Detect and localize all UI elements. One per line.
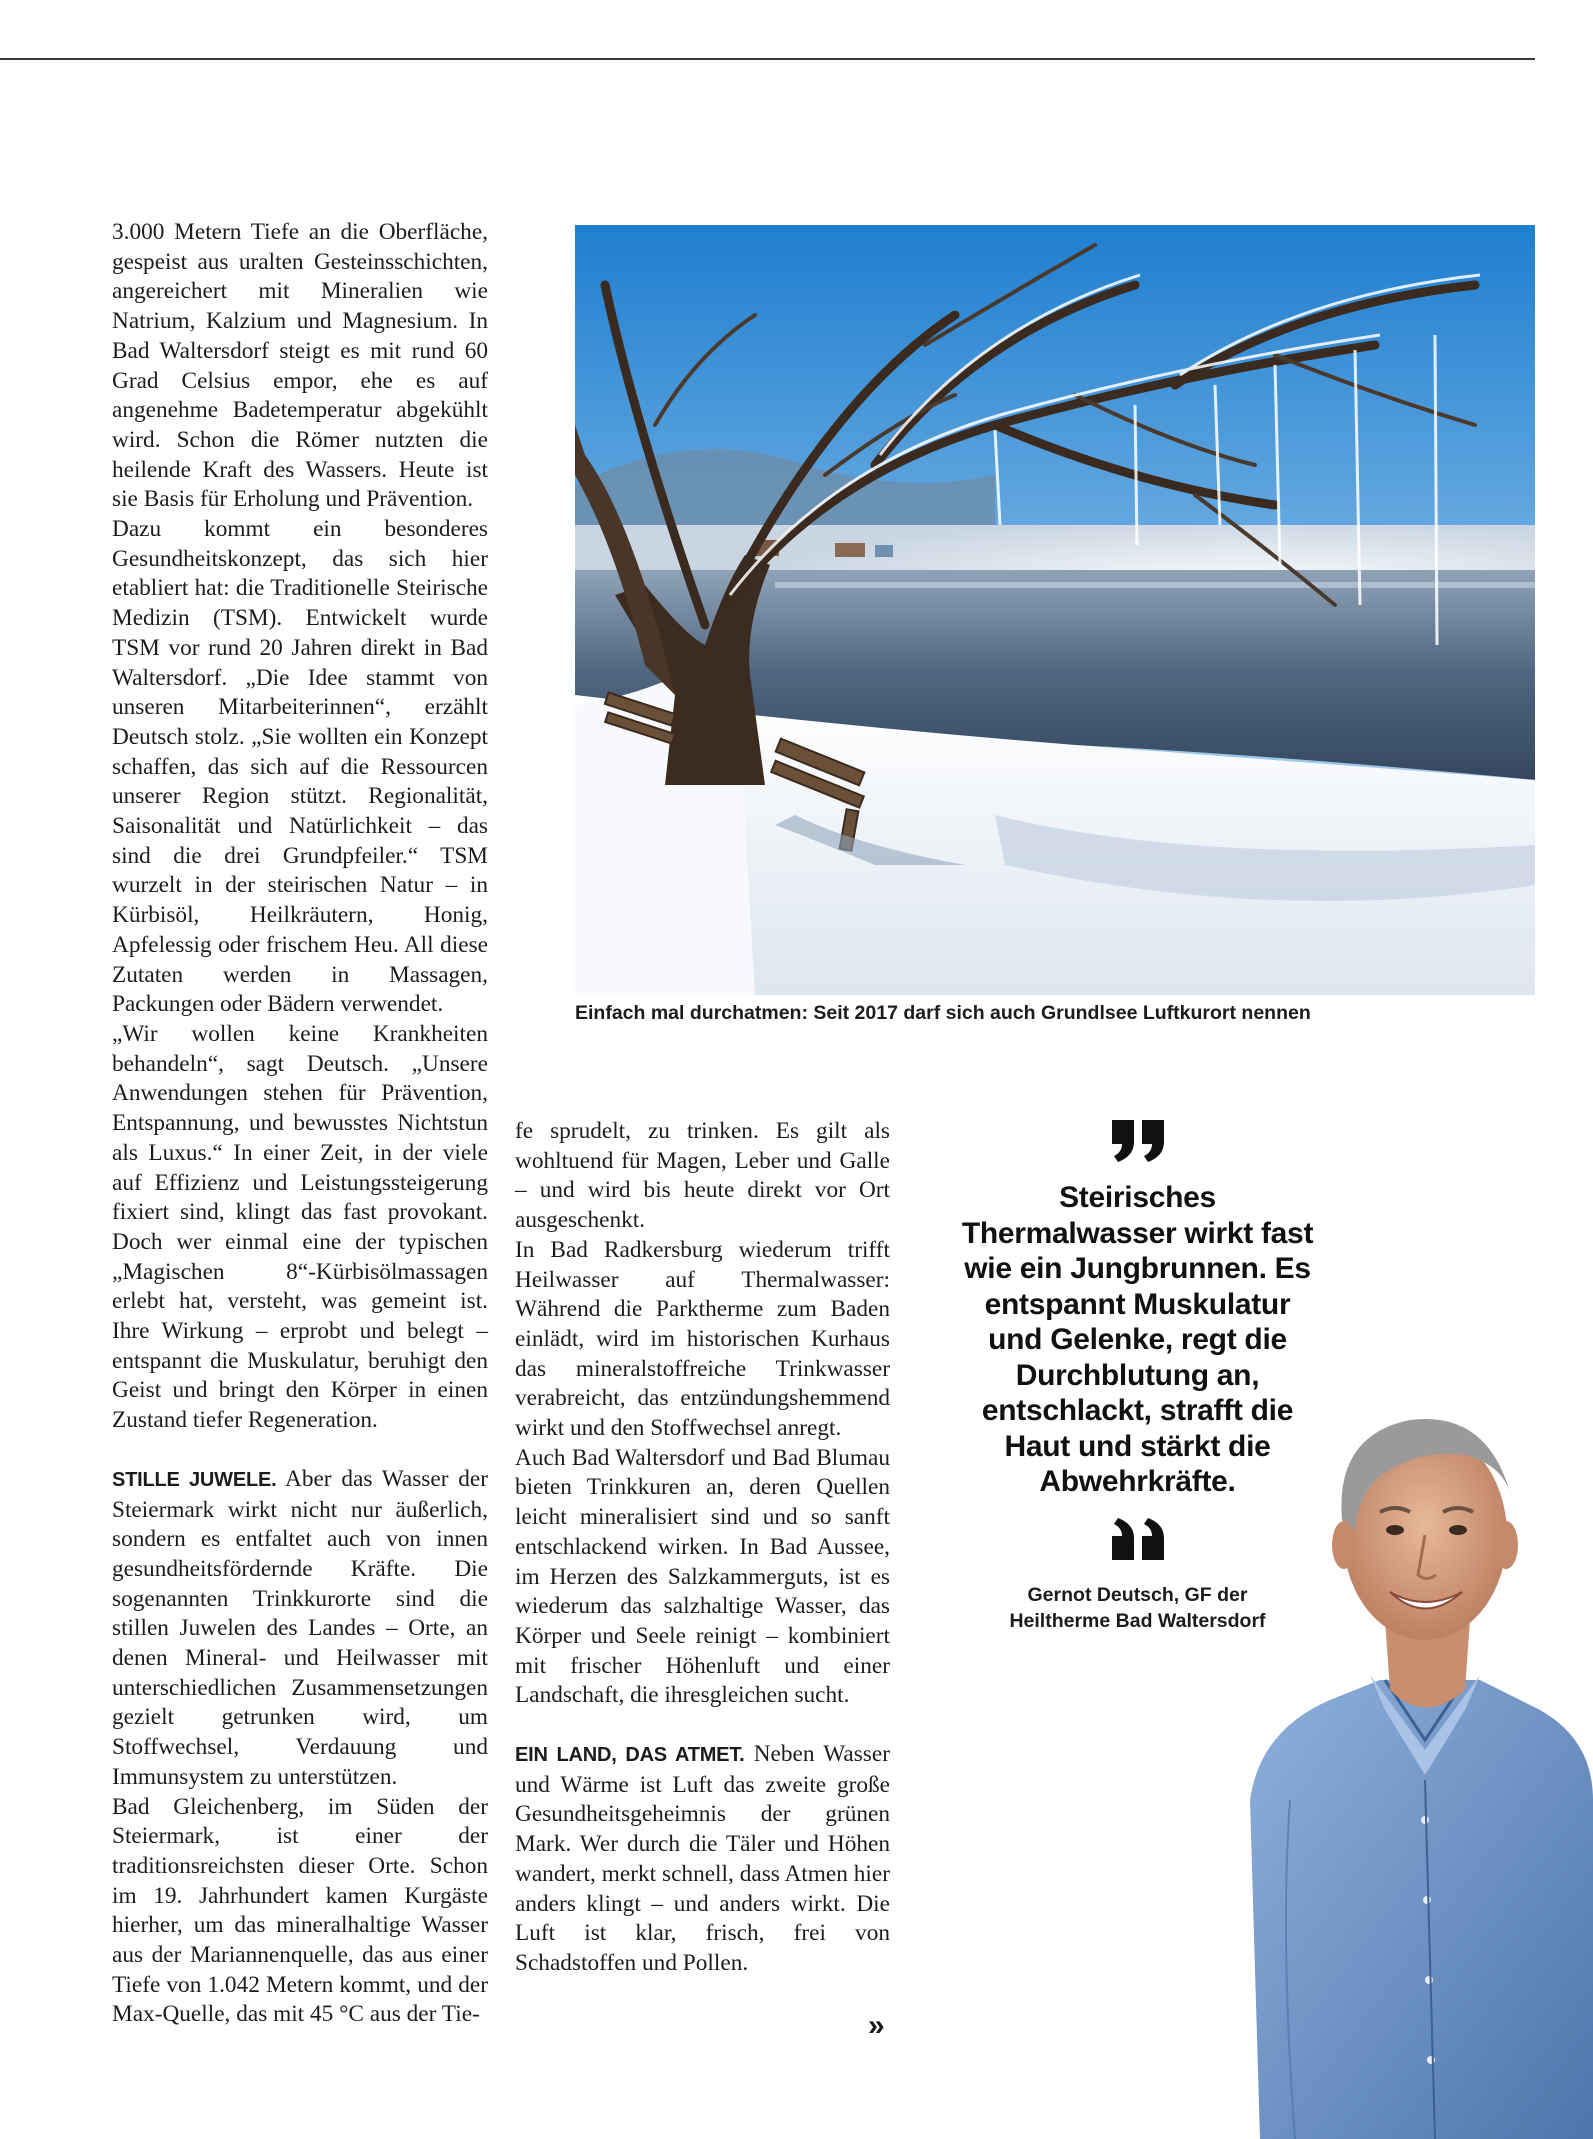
paragraph: In Bad Radkersburg wiederum trifft Heilwasser auf Thermalwasser: Während die Parktherme zum Baden einlädt, wird im historischen Kurhaus das mineralstoffreiche Trinkwasser verabreicht, das entzündungshemmend wirkt und den Stoffwechsel anregt. xyxy=(515,1236,890,1442)
article-column-1 xyxy=(112,218,488,2030)
section-heading: EIN LAND, DAS ATMET. xyxy=(515,1744,745,1767)
photo-caption: Einfach mal durchatmen: Seit 2017 darf sich auch Grundlsee Luftkurort nennen xyxy=(575,1002,1311,1024)
section-paragraph xyxy=(515,1740,890,1979)
section-text: Aber das Wasser der Steiermark wirkt nicht nur äußerlich, sondern es entfaltet auch von innen gesundheitsfördernde Kräfte. Die sogenannten Trinkkurorte sind die stillen Juwelen des Landes – Orte, an denen Mineral- und Heilwasser mit unterschiedlichen Zusammensetzungen gezielt getrunken wird, um Stoffwechsel, Verdauung und Immunsystem zu unterstützen. xyxy=(112,1465,488,1790)
section-paragraph xyxy=(112,1465,488,1793)
quote-open-icon xyxy=(1110,1118,1166,1162)
article-column-2 xyxy=(515,1117,890,1979)
winter-lake-illustration xyxy=(575,225,1535,995)
attribution-line: Gernot Deutsch, GF der xyxy=(1027,1583,1248,1606)
section-text: Neben Wasser und Wärme ist Luft das zweite große Gesundheitsgeheimnis der grünen Mark. Wer durch die Täler und Höhen wandert, merkt schnell, dass Atmen hier anders klingt – und anders wirkt. Die Luft ist klar, frisch, frei von Schadstoffen und Pollen. xyxy=(515,1741,890,1976)
paragraph: Bad Gleichenberg, im Süden der Steiermark, ist einer der traditionsreichsten dieser Orte. Schon im 19. Jahrhundert kamen Kurgäste hierher, um das mineralhaltige Wasser aus der Mariannenquelle, das aus einer Tiefe von 1.042 Metern kommt, und der Max-Quelle, das mit 45 °C aus der Tie- xyxy=(112,1793,488,2028)
winter-lake-photo xyxy=(575,225,1535,995)
quote-close-icon xyxy=(1110,1518,1166,1562)
section-heading: STILLE JUWELE. xyxy=(112,1468,277,1491)
quote-text: Steirisches Thermalwasser wirkt fast wie ein Jungbrunnen. Es entspannt Muskulatur und Gelenke, regt die Durchblutung an, entschlackt, strafft die Haut und stärkt die Abwehrkräfte. xyxy=(961,1181,1314,1498)
paragraph: fe sprudelt, zu trinken. Es gilt als wohltuend für Magen, Leber und Galle – und wird bis heute direkt vor Ort ausgeschenkt. xyxy=(515,1118,890,1234)
portrait-illustration xyxy=(1220,1380,1593,2139)
paragraph: Dazu kommt ein besonderes Gesundheitskonzept, das sich hier etabliert hat: die Traditionelle Steirische Medizin (TSM). Entwickelt wurde TSM vor rund 20 Jahren direkt in Bad Waltersdorf. „Die Idee stammt von unseren Mitarbeiterinnen“, erzählt Deutsch stolz. „Sie wollten ein Konzept schaffen, das sich auf die Ressourcen unserer Region stützt. Regionalität, Saisonalität und Natürlichkeit – das sind die drei Grundpfeiler.“ TSM wurzelt in der steirischen Natur – in Kürbisöl, Heilkräutern, Honig, Apfelessig oder frischem Heu. All diese Zutaten werden in Massagen, Packungen oder Bädern verwendet. xyxy=(112,516,488,1018)
paragraph: „Wir wollen keine Krankheiten behandeln“, sagt Deutsch. „Unsere Anwendungen stehen für Prävention, Entspannung, und bewusstes Nichtstun als Luxus.“ In einer Zeit, in der viele auf Effizienz und Leistungssteigerung fixiert sind, klingt das fast provokant. Doch wer einmal eine der typischen „Magischen 8“-Kürbisölmassagen erlebt hat, versteht, was gemeint ist. Ihre Wirkung – erprobt und belegt – entspannt die Muskulatur, beruhigt den Geist und bringt den Körper in einen Zustand tiefer Regeneration. xyxy=(112,1020,488,1434)
top-rule xyxy=(0,58,1535,60)
paragraph: Auch Bad Waltersdorf und Bad Blumau bieten Trinkkuren an, deren Quellen leicht mineralisiert sind und so sanft entschlackend wirken. In Bad Aussee, im Herzen des Salzkammerguts, ist es wiederum das salzhaltige Wasser, das Körper und Seele reinigt – kombiniert mit frischer Höhenluft und einer Landschaft, die ihresgleichen sucht. xyxy=(515,1444,890,1709)
attribution-line: Heiltherme Bad Waltersdorf xyxy=(1009,1609,1266,1632)
continue-mark: » xyxy=(868,2009,885,2042)
paragraph: 3.000 Metern Tiefe an die Oberfläche, gespeist aus uralten Gesteinsschichten, angereichert mit Mineralien wie Natrium, Kalzium und Magnesium. In Bad Waltersdorf steigt es mit rund 60 Grad Celsius empor, ehe es auf angenehme Badetemperatur abgekühlt wird. Schon die Römer nutzten die heilende Kraft des Wassers. Heute ist sie Basis für Erholung und Prävention. xyxy=(112,219,488,513)
portrait-photo xyxy=(1220,1380,1593,2139)
